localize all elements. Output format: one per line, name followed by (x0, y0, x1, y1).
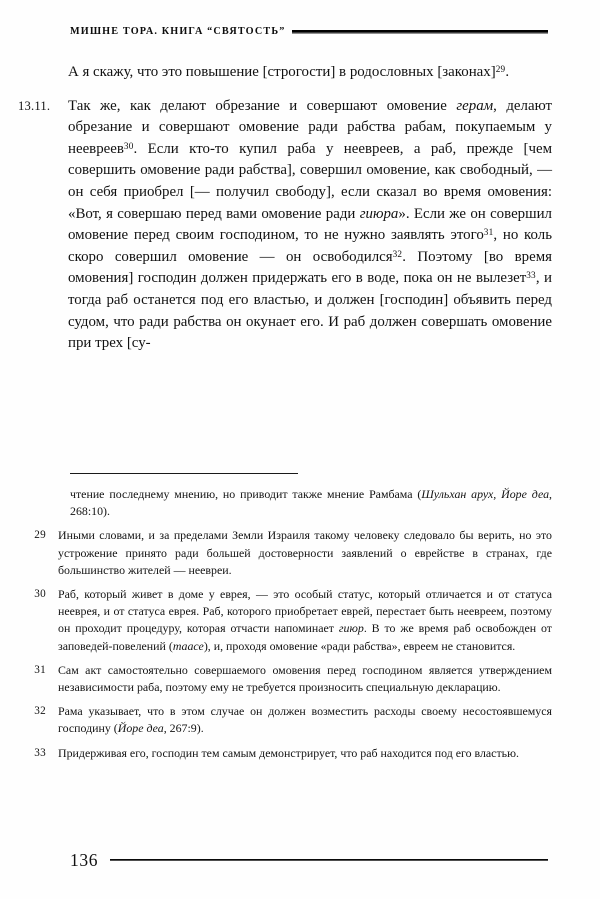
section-text-segment-1: Так же, как делают обрезание и совершают омовение (68, 97, 457, 114)
section-text-segment-7: , и тогда раб останется под его властью, и должен [господин] объявить перед судом, что ради рабства он окунает его. И раб должен совершать омовение при трех [су- (68, 270, 553, 352)
footnote-30-segment-3: ), и, проходя омовение «ради рабства», евреем не становится. (203, 638, 516, 653)
footnote-32-segment-2: , 267:9). (163, 721, 204, 736)
section-body (68, 96, 552, 355)
opening-paragraph (68, 62, 552, 84)
footnote-number-29: 29 (34, 529, 46, 542)
opening-paragraph-tail: . (505, 64, 510, 80)
footnote-text-29: Иными словами, и за пределами Земли Израиля такому человеку следовало бы верить, но это устрожение принято ради большей достоверности заявлений о еврействе в странах, где большинство жителей — неевреи. (58, 528, 552, 577)
section-text-segment-2: , делают обрезание и совершают омовение ради рабства рабам, покупаемым у неевреев (68, 97, 553, 157)
footnote-30-italic-taase: таасе (172, 638, 204, 653)
section-text-segment-5: , но коль скоро совершил омовение — он освободился (68, 227, 552, 265)
footnote-item-30 (18, 586, 552, 655)
footnote-continuation (70, 486, 552, 520)
footnote-item-33 (18, 745, 552, 762)
running-header-title: МИШНЕ ТОРА. КНИГА “СВЯТОСТЬ” (70, 25, 286, 37)
section-text-segment-4: ». Если же он совершил омовение перед своим господином, то не нужно заявлять этого (68, 205, 552, 244)
footnote-item-29 (18, 527, 552, 579)
footnote-ref-32[interactable]: 32 (392, 248, 403, 259)
footnote-continuation-segment-1: чтение последнему мнению, но приводит также мнение Рамбама ( (70, 487, 422, 501)
footnote-ref-31[interactable]: 31 (483, 226, 494, 237)
running-header (70, 22, 548, 40)
footnote-ref-33[interactable]: 33 (526, 270, 536, 281)
footnote-number-31: 31 (34, 663, 46, 676)
section-text-segment-6: . Поэтому [во время омовения] господин должен придержать его в воде, пока он не вылезет (68, 248, 552, 287)
footnote-text-30 (58, 586, 552, 655)
page-number: 136 (70, 850, 99, 870)
footnote-continuation-italic-source: Шульхан арух, Йоре деа (421, 487, 550, 501)
footnote-text-31: Сам акт самостоятельно совершаемого омовения перед господином является утверждением независимости раба, поэтому ему не требуется произносить специальную декларацию. (58, 662, 552, 695)
footnotes-block (18, 486, 552, 762)
footnote-ref-29[interactable]: 29 (495, 63, 506, 74)
footnote-item-32 (18, 703, 552, 737)
footnote-30-segment-2: . В то же время раб освобожден от заповедей-повелений ( (58, 621, 552, 653)
footnote-number-30: 30 (34, 588, 46, 601)
section-italic-giyura: гиюра (359, 205, 399, 222)
footnote-number-33: 33 (34, 746, 46, 759)
footnote-text-33: Придерживая его, господин тем самым демонстрирует, что раб находится под его властью. (58, 745, 519, 760)
footnote-continuation-segment-2: , 268:10). (70, 487, 552, 519)
section-text-segment-3: . Если кто-то купил раба у неевреев, а раб, прежде [чем совершить омовение ради рабства], совершил омовение, как свободный, — он себя приобрел [— получил свободу], если сказал во время омовения: «Вот, я совершаю перед вами омовение ради (68, 140, 552, 222)
paragraph-spacer (18, 84, 552, 96)
opening-paragraph-text: А я скажу, что это повышение [строгости] в родословных [законах] (68, 64, 496, 80)
footnote-32-segment-1: Рама указывает, что в этом случае он должен возместить расходы своему несостоявшемуся господину ( (58, 704, 552, 736)
section-italic-geram: герам (456, 97, 494, 114)
footnote-ref-30[interactable]: 30 (123, 140, 134, 151)
footnote-30-italic-giyur: гиюр (338, 621, 364, 636)
footnote-item-31 (18, 662, 552, 696)
footnote-text-32 (58, 703, 552, 737)
footnote-separator-rule (70, 473, 298, 474)
folio-rule (110, 859, 548, 861)
numbered-section (18, 96, 552, 355)
folio (70, 850, 548, 871)
body-text-block (18, 62, 552, 355)
section-number: 13.11. (18, 98, 51, 113)
footnote-30-segment-1: Раб, который живет в доме у еврея, — это особый статус, который отличается и от статуса нееврея, и от статуса еврея. Раб, которого приобретает еврей, перестает быть неевреем, поэтому он проходит процедуру, которая отчасти напоминает (58, 587, 552, 636)
running-header-rule (292, 30, 548, 34)
footnote-32-italic-source: Йоре деа (117, 721, 164, 736)
footnote-number-32: 32 (34, 705, 46, 718)
